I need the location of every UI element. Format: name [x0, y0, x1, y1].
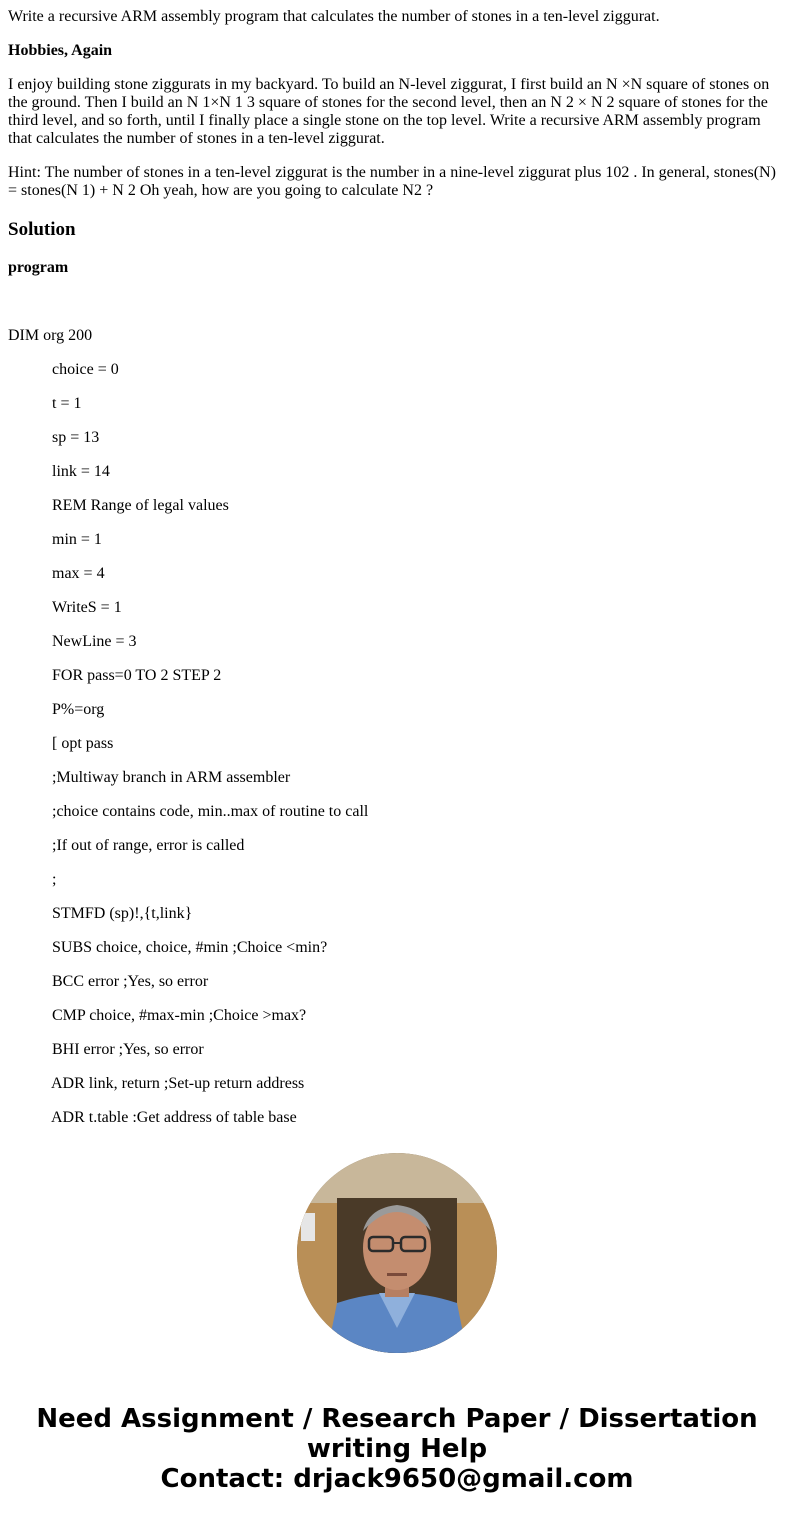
code-line: BHI error ;Yes, so error	[52, 1041, 204, 1058]
code-line: BCC error ;Yes, so error	[52, 973, 209, 990]
footer-banner	[0, 1404, 794, 1494]
code-first-line: DIM org 200	[8, 327, 93, 344]
author-photo	[297, 1153, 497, 1353]
code-line: sp = 13	[52, 429, 100, 446]
solution-heading: Solution	[8, 219, 76, 240]
question-intro: Write a recursive ARM assembly program that calculates the number of stones in a ten-level ziggurat.	[8, 8, 660, 25]
footer-line-1: Need Assignment / Research Paper / Dissertation	[36, 1404, 758, 1434]
code-line: ;Multiway branch in ARM assembler	[52, 769, 291, 786]
code-line: ADR t.table :Get address of table base	[51, 1109, 297, 1126]
code-line: ;If out of range, error is called	[52, 837, 245, 854]
code-line: REM Range of legal values	[52, 497, 229, 514]
code-line: WriteS = 1	[52, 599, 122, 616]
code-line: NewLine = 3	[52, 633, 137, 650]
question-title: Hobbies, Again	[8, 42, 113, 59]
code-line: P%=org	[52, 701, 105, 718]
code-line: FOR pass=0 TO 2 STEP 2	[52, 667, 222, 684]
code-line: min = 1	[52, 531, 102, 548]
footer-line-2: writing Help	[306, 1434, 488, 1464]
code-line: ;choice contains code, min..max of routine to call	[52, 803, 369, 820]
code-line: STMFD (sp)!,{t,link}	[52, 905, 193, 922]
code-line: [ opt pass	[52, 735, 114, 752]
code-line: ADR link, return ;Set-up return address	[51, 1075, 305, 1092]
author-avatar	[297, 1153, 497, 1353]
code-line: link = 14	[52, 463, 110, 480]
footer-contact: Contact: drjack9650@gmail.com	[160, 1464, 634, 1494]
code-line: t = 1	[52, 395, 82, 412]
code-line: ;	[52, 871, 57, 888]
code-line: max = 4	[52, 565, 105, 582]
program-label: program	[8, 259, 69, 276]
question-hint: Hint: The number of stones in a ten-level ziggurat is the number in a nine-level ziggurat plus 102 . In general, stones(N) = stones(N 1) + N 2 Oh yeah, how are you going to calculate N2 ?	[8, 164, 776, 199]
code-line: choice = 0	[52, 361, 119, 378]
code-line: CMP choice, #max-min ;Choice >max?	[52, 1007, 307, 1024]
code-line: SUBS choice, choice, #min ;Choice <min?	[52, 939, 328, 956]
question-body: I enjoy building stone ziggurats in my backyard. To build an N-level ziggurat, I first build an N ×N square of stones on the ground. Then I build an N 1×N 1 3 square of stones for the second level, then an N 2 × N 2 square of stones for the third level, and so forth, until I finally place a single stone on the top level. Write a recursive ARM assembly program that calculates the number of stones in a ten-level ziggurat.	[8, 76, 770, 147]
